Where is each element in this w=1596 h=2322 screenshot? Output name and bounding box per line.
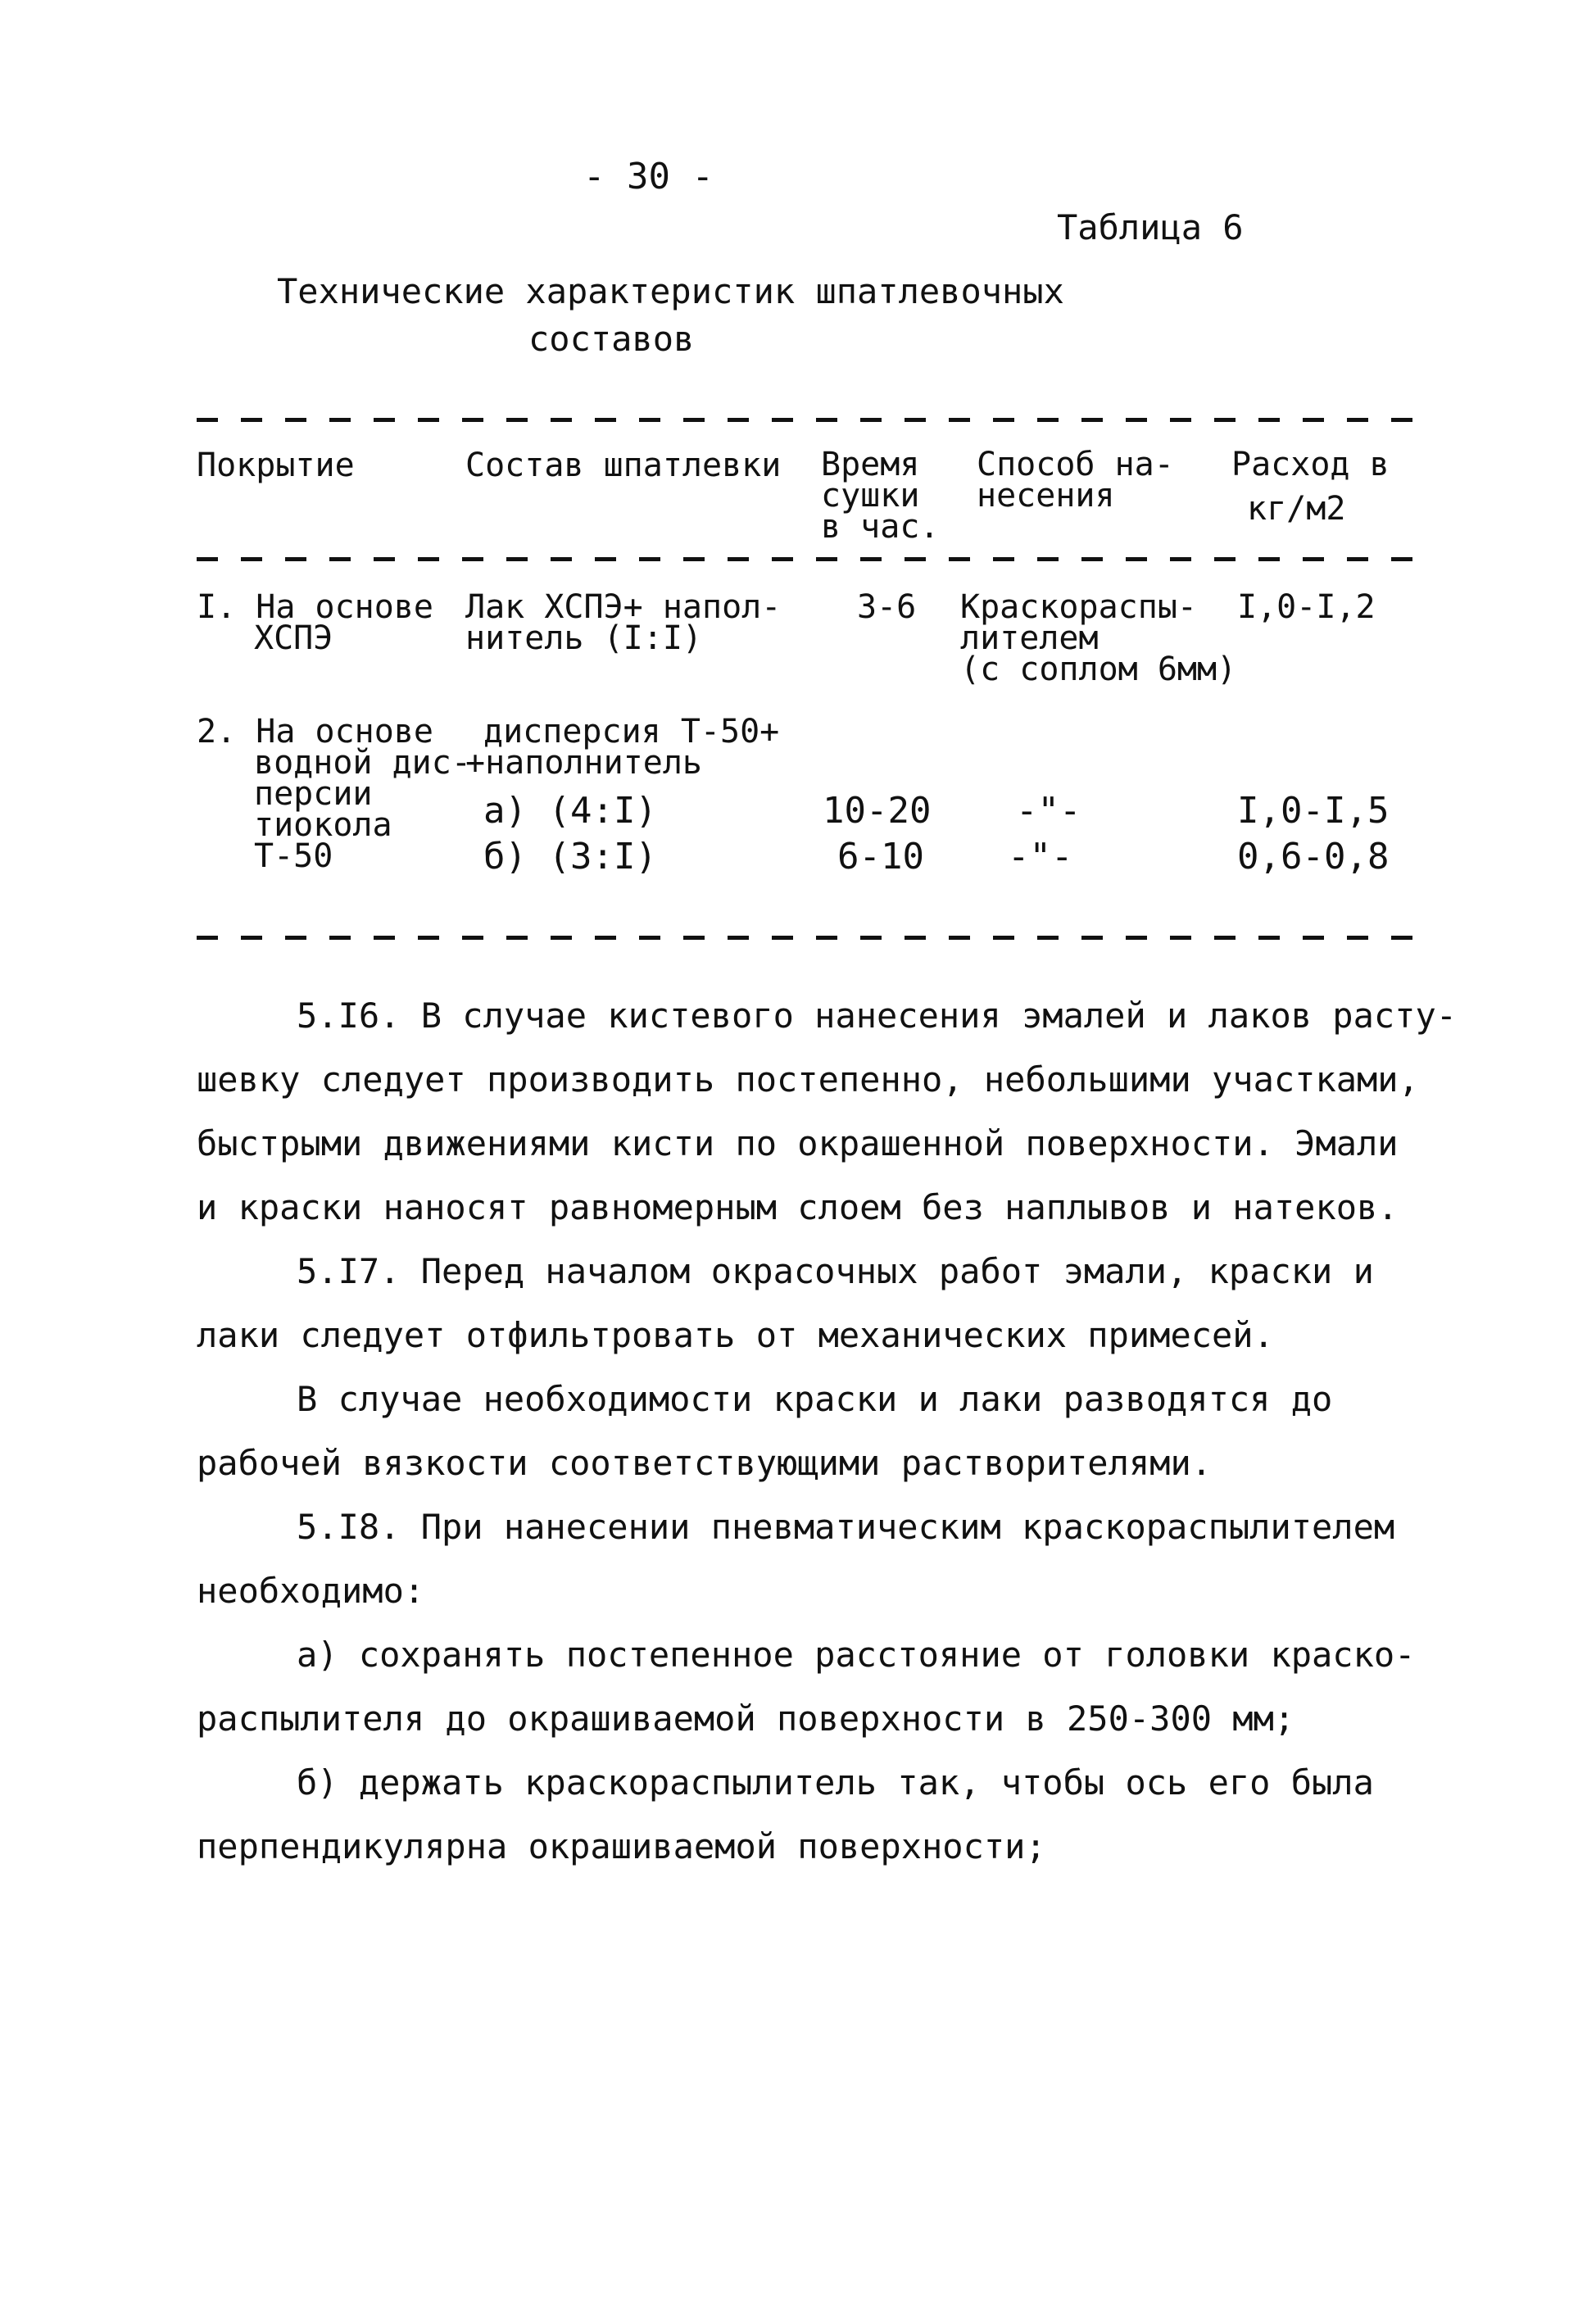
row2b-drying-time: 6-10 bbox=[837, 836, 924, 878]
body-line-14: перпендикулярна окрашиваемой поверхности; bbox=[197, 1826, 1046, 1866]
row1-composition-2: нитель (I:I) bbox=[465, 619, 702, 657]
header-coating: Покрытие bbox=[197, 447, 355, 484]
body-line-2: шевку следует производить постепенно, небольшими участками, bbox=[197, 1059, 1419, 1100]
row1-coating-1: I. На основе bbox=[197, 588, 433, 626]
row2b-method: -"- bbox=[1008, 836, 1073, 878]
body-line-13: б) держать краскораспылитель так, чтобы ось его была bbox=[297, 1762, 1374, 1803]
body-line-8: рабочей вязкости соответствующими растворителями. bbox=[197, 1443, 1213, 1483]
row1-method-3: (с соплом 6мм) bbox=[960, 651, 1237, 688]
table-header-rule bbox=[197, 557, 1426, 561]
body-line-1: 5.I6. В случае кистевого нанесения эмалей и лаков расту- bbox=[297, 995, 1458, 1036]
header-consumption-2: кг/м2 bbox=[1247, 490, 1346, 528]
row2a-consumption: I,0-I,5 bbox=[1237, 790, 1390, 832]
row2a-composition: а) (4:I) bbox=[483, 790, 657, 832]
row2-coating-5: Т-50 bbox=[254, 837, 333, 875]
row2-coating-4: тиокола bbox=[254, 806, 392, 844]
table-bottom-rule bbox=[197, 936, 1426, 940]
row1-method-1: Краскораспы- bbox=[960, 588, 1197, 626]
body-line-11: а) сохранять постепенное расстояние от головки краско- bbox=[297, 1635, 1416, 1675]
row2-composition-1: дисперсия Т-50+ bbox=[483, 713, 780, 751]
header-composition: Состав шпатлевки bbox=[465, 447, 782, 484]
body-line-12: распылителя до окрашиваемой поверхности в 250-300 мм; bbox=[197, 1698, 1295, 1739]
row2a-method: -"- bbox=[1016, 790, 1081, 832]
row2-coating-2: водной дис- bbox=[254, 744, 471, 782]
body-line-4: и краски наносят равномерным слоем без наплывов и натеков. bbox=[197, 1187, 1399, 1227]
header-drying-time-2: сушки bbox=[821, 477, 920, 515]
row1-drying-time: 3-6 bbox=[857, 588, 917, 626]
row2-composition-2: +наполнитель bbox=[465, 744, 702, 782]
row2b-consumption: 0,6-0,8 bbox=[1237, 836, 1390, 878]
row1-method-2: лителем bbox=[960, 619, 1099, 657]
body-line-7: В случае необходимости краски и лаки разводятся до bbox=[297, 1379, 1333, 1419]
table-label: Таблица 6 bbox=[1057, 207, 1244, 247]
row1-composition-1: Лак ХСПЭ+ напол- bbox=[465, 588, 782, 626]
body-line-9: 5.I8. При нанесении пневматическим краскораспылителем bbox=[297, 1507, 1395, 1547]
table-title-line-2: составов bbox=[528, 319, 695, 359]
body-line-6: лаки следует отфильтровать от механических примесей. bbox=[197, 1315, 1274, 1355]
header-method-2: несения bbox=[977, 477, 1115, 515]
row2b-composition: б) (3:I) bbox=[483, 836, 657, 878]
header-drying-time-1: Время bbox=[821, 446, 920, 483]
header-method-1: Способ на- bbox=[977, 446, 1174, 483]
table-top-rule bbox=[197, 418, 1426, 422]
page-number: - 30 - bbox=[583, 156, 714, 197]
row2-coating-1: 2. На основе bbox=[197, 713, 433, 751]
table-title-line-1: Технические характеристик шпатлевочных bbox=[277, 271, 1064, 311]
header-drying-time-3: в час. bbox=[821, 508, 940, 546]
body-line-10: необходимо: bbox=[197, 1571, 425, 1611]
body-line-5: 5.I7. Перед началом окрасочных работ эмали, краски и bbox=[297, 1251, 1374, 1291]
row2-coating-3: персии bbox=[254, 775, 373, 813]
body-line-3: быстрыми движениями кисти по окрашенной поверхности. Эмали bbox=[197, 1123, 1399, 1163]
header-consumption-1: Расход в bbox=[1231, 446, 1390, 483]
row1-consumption: I,0-I,2 bbox=[1237, 588, 1376, 626]
row2a-drying-time: 10-20 bbox=[823, 790, 932, 832]
row1-coating-2: ХСПЭ bbox=[254, 619, 333, 657]
